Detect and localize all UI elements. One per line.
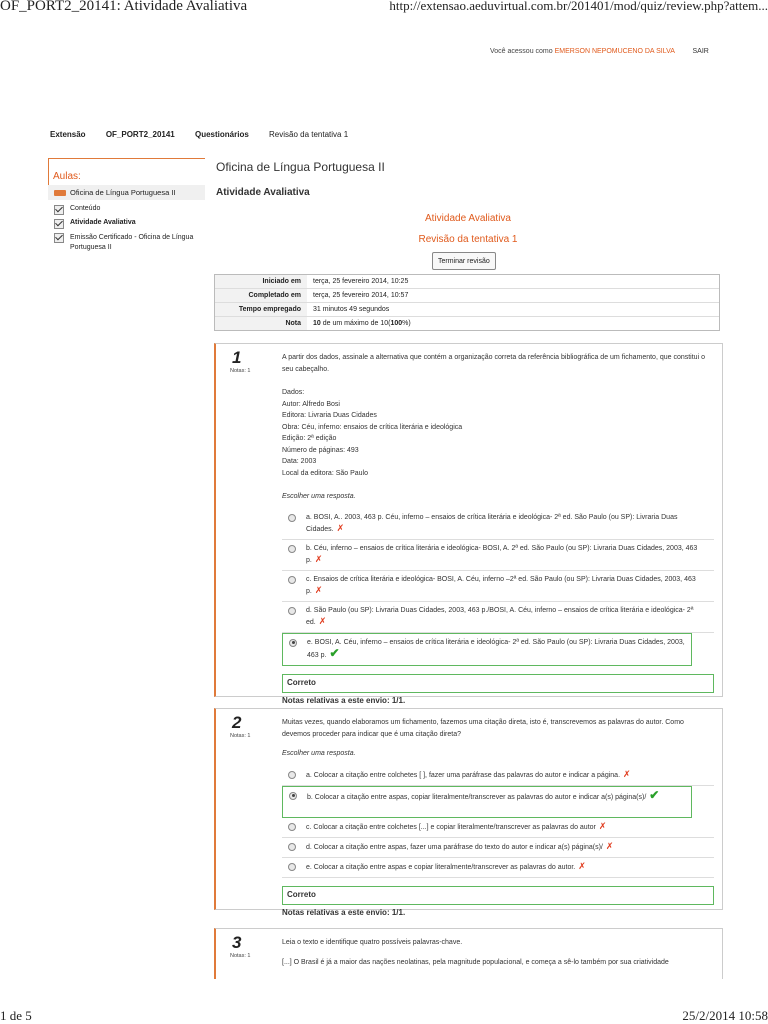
breadcrumb [50, 130, 366, 139]
review-title: Revisão da tentativa 1 [418, 234, 518, 245]
breadcrumb-current: Revisão da tentativa 1 [269, 130, 349, 139]
data-line: Obra: Céu, inferno: ensaios de crítica literária e ideológica [282, 423, 463, 431]
grade-mid: de um máximo de 10( [320, 320, 391, 327]
folder-icon [54, 190, 66, 196]
incorrect-icon: ✗ [605, 840, 614, 851]
breadcrumb-extensao[interactable]: Extensão [50, 130, 86, 139]
summary-row-time [215, 303, 719, 317]
summary-grade-value [307, 320, 411, 327]
question-marks: Notas: 1 [230, 368, 251, 374]
incorrect-icon: ✗ [578, 860, 586, 871]
question-text: Muitas vezes, quando elaboramos um fichamento, fazemos uma citação direta, isto é, transcrevemos as palavras do autor. Como devemos proceder para indicar que é uma citação direta? [282, 719, 684, 738]
checkbox-icon [54, 233, 64, 243]
option-text: b. Céu, inferno – ensaios de crítica literária e ideológica- BOSI, A. 2ª ed. São Paulo (ou SP): Livraria Duas Cidades, 2003, 463 p. [306, 544, 698, 564]
question-excerpt: [...] O Brasil é já a maior das nações neolatinas, pela magnitude populacional, e começa a sê-lo também por sua criatividade [282, 958, 669, 966]
radio-button[interactable] [288, 576, 296, 584]
data-line: Edição: 2ª edição [282, 435, 337, 442]
feedback-correct: Correto [282, 886, 714, 905]
login-prefix: Você acessou como [490, 48, 553, 55]
sidebar-item-conteudo[interactable] [48, 203, 205, 217]
answer-option-e[interactable] [282, 633, 692, 666]
summary-row-completed [215, 289, 719, 303]
radio-button[interactable] [288, 771, 296, 779]
incorrect-icon: ✗ [314, 554, 323, 564]
summary-label: Completado em [215, 289, 307, 302]
incorrect-icon: ✗ [318, 616, 327, 626]
feedback-correct: Correto [282, 674, 714, 693]
question-data [282, 387, 714, 479]
sidebar-item-atividade[interactable] [48, 217, 205, 231]
question-3 [214, 928, 723, 979]
grade-end: %) [402, 320, 411, 327]
option-text: a. BOSI, A.. 2003, 463 p. Céu, inferno – ensaios de crítica literária e ideológica- 2ª ed. São Paulo (ou SP): Livraria Duas Cidades. [306, 513, 678, 533]
radio-button-selected[interactable] [289, 792, 297, 800]
print-page-url: http://extensao.aeduvirtual.com.br/201401/mod/quiz/review.php?attem... [389, 0, 768, 13]
course-title: Oficina de Língua Portuguesa II [216, 160, 385, 174]
data-line: Local da editora: São Paulo [282, 469, 369, 477]
summary-row-grade [215, 317, 719, 330]
print-page-title: OF_PORT2_20141: Atividade Avaliativa [0, 0, 248, 14]
summary-label: Nota [215, 317, 307, 330]
sidebar-item-label: Conteúdo [70, 205, 101, 212]
answer-option-c[interactable] [282, 571, 714, 602]
question-number: 3 [232, 933, 242, 952]
radio-button[interactable] [288, 863, 296, 871]
sidebar-item-label: Emissão Certificado - Oficina de Língua Portuguesa II [70, 234, 194, 251]
option-text: d. São Paulo (ou SP): Livraria Duas Cidades, 2003, 463 p./BOSI, A. Céu, inferno – ensaios de crítica literária e ideológica- 2ª ed. [306, 606, 694, 626]
option-text: b. Colocar a citação entre aspas, copiar literalmente/transcrever as palavras do autor e indicar a(s) página(s)/ [307, 793, 647, 801]
user-name-link[interactable]: EMERSON NEPOMUCENO DA SILVA [554, 48, 675, 55]
logout-link[interactable]: SAIR [692, 48, 709, 55]
question-body [282, 352, 714, 706]
sidebar-item-label: Atividade Avaliativa [70, 219, 136, 226]
question-2 [214, 708, 723, 917]
answer-option-e[interactable] [282, 858, 714, 878]
question-marks: Notas: 1 [230, 953, 251, 959]
quiz-name: Atividade Avaliativa [425, 213, 511, 224]
correct-icon: ✔ [649, 787, 660, 802]
print-page-number: 1 de 5 [0, 1008, 32, 1023]
data-line: Data: 2003 [282, 458, 317, 465]
submission-grade: Notas relativas a este envio: 1/1. [282, 695, 406, 705]
answer-option-b[interactable] [282, 786, 692, 818]
sidebar-item-certificado[interactable] [48, 231, 205, 255]
data-line: Dados: [282, 389, 305, 396]
radio-button[interactable] [288, 843, 296, 851]
incorrect-icon: ✗ [314, 585, 323, 595]
sidebar-heading: Aulas: [53, 171, 81, 182]
grade-percent: 100 [390, 320, 403, 327]
data-line: Autor: Alfredo Bosi [282, 400, 340, 408]
option-text: a. Colocar a citação entre colchetes [ ], fazer uma paráfrase das palavras do autor e indicar a página. [306, 771, 621, 779]
question-text: Leia o texto e identifique quatro possíveis palavras-chave. [282, 939, 463, 946]
data-line: Número de páginas: 493 [282, 446, 359, 454]
choose-prompt: Escolher uma resposta. [282, 750, 356, 757]
incorrect-icon: ✗ [598, 820, 607, 831]
radio-button[interactable] [288, 823, 296, 831]
question-number: 2 [232, 713, 242, 732]
radio-button[interactable] [288, 514, 296, 522]
answer-option-b[interactable] [282, 540, 714, 571]
radio-button[interactable] [288, 545, 296, 553]
option-text: e. BOSI, A. Céu, inferno – ensaios de crítica literária e ideológica- 2ª ed. São Paulo (ou SP): Livraria Duas Cidades, 2003, 463 p. [307, 638, 685, 659]
sidebar-course[interactable] [48, 185, 205, 200]
summary-label: Tempo empregado [215, 303, 307, 316]
summary-value: terça, 25 fevereiro 2014, 10:25 [313, 278, 409, 285]
summary-value: 31 minutos 49 segundos [313, 306, 390, 313]
sidebar-course-label: Oficina de Língua Portuguesa II [70, 188, 176, 197]
radio-button[interactable] [288, 607, 296, 615]
summary-label: Iniciado em [215, 275, 307, 288]
question-body [282, 717, 714, 918]
answer-option-d[interactable] [282, 838, 714, 858]
question-text: A partir dos dados, assinale a alternativa que contém a organização correta da referência bibliográfica de um fichamento, que constitui o seu cabeçalho. [282, 354, 705, 373]
checkbox-icon [54, 205, 64, 215]
answer-options [282, 766, 714, 878]
grade-score: 10 [313, 320, 321, 327]
answer-options [282, 509, 714, 666]
print-datetime: 25/2/2014 10:58 [682, 1008, 768, 1023]
incorrect-icon: ✗ [336, 523, 345, 533]
sidebar-block [48, 158, 205, 185]
submission-grade: Notas relativas a este envio: 1/1. [282, 907, 406, 917]
breadcrumb-course[interactable]: OF_PORT2_20141 [105, 130, 175, 139]
question-number: 1 [232, 348, 242, 367]
activity-title: Atividade Avaliativa [216, 187, 310, 198]
answer-option-a[interactable] [282, 509, 714, 540]
option-text: d. Colocar a citação entre aspas, fazer uma paráfrase do texto do autor e indicar a(s) página(s)/ [306, 843, 603, 851]
login-info [490, 48, 709, 55]
incorrect-icon: ✗ [623, 768, 631, 779]
summary-value: terça, 25 fevereiro 2014, 10:57 [313, 292, 409, 299]
question-marks: Notas: 1 [230, 733, 251, 739]
answer-option-d[interactable] [282, 602, 714, 633]
question-1 [214, 343, 723, 705]
option-text: c. Colocar a citação entre colchetes [...] e copiar literalmente/transcrever as palavras do autor [306, 823, 596, 831]
sidebar [48, 158, 205, 255]
choose-prompt: Escolher uma resposta. [282, 493, 356, 500]
finish-review-button[interactable]: Terminar revisão [432, 252, 496, 270]
question-body [282, 937, 714, 968]
answer-option-c[interactable] [282, 818, 714, 838]
radio-button-selected[interactable] [289, 639, 297, 647]
answer-option-a[interactable] [282, 766, 714, 786]
attempt-summary-table [214, 274, 720, 331]
breadcrumb-quizzes[interactable]: Questionários [194, 130, 249, 139]
correct-icon: ✔ [329, 646, 340, 660]
data-line: Editora: Livraria Duas Cidades [282, 412, 377, 419]
option-text: e. Colocar a citação entre aspas e copiar literalmente/transcrever as palavras do autor. [306, 863, 576, 871]
checkbox-icon [54, 219, 64, 229]
summary-row-started [215, 275, 719, 289]
option-text: c. Ensaios de crítica literária e ideológica- BOSI, A. Céu, inferno –2ª ed. São Paulo (ou SP): Livraria Duas Cidades, 2003, 463 p. [306, 575, 696, 595]
